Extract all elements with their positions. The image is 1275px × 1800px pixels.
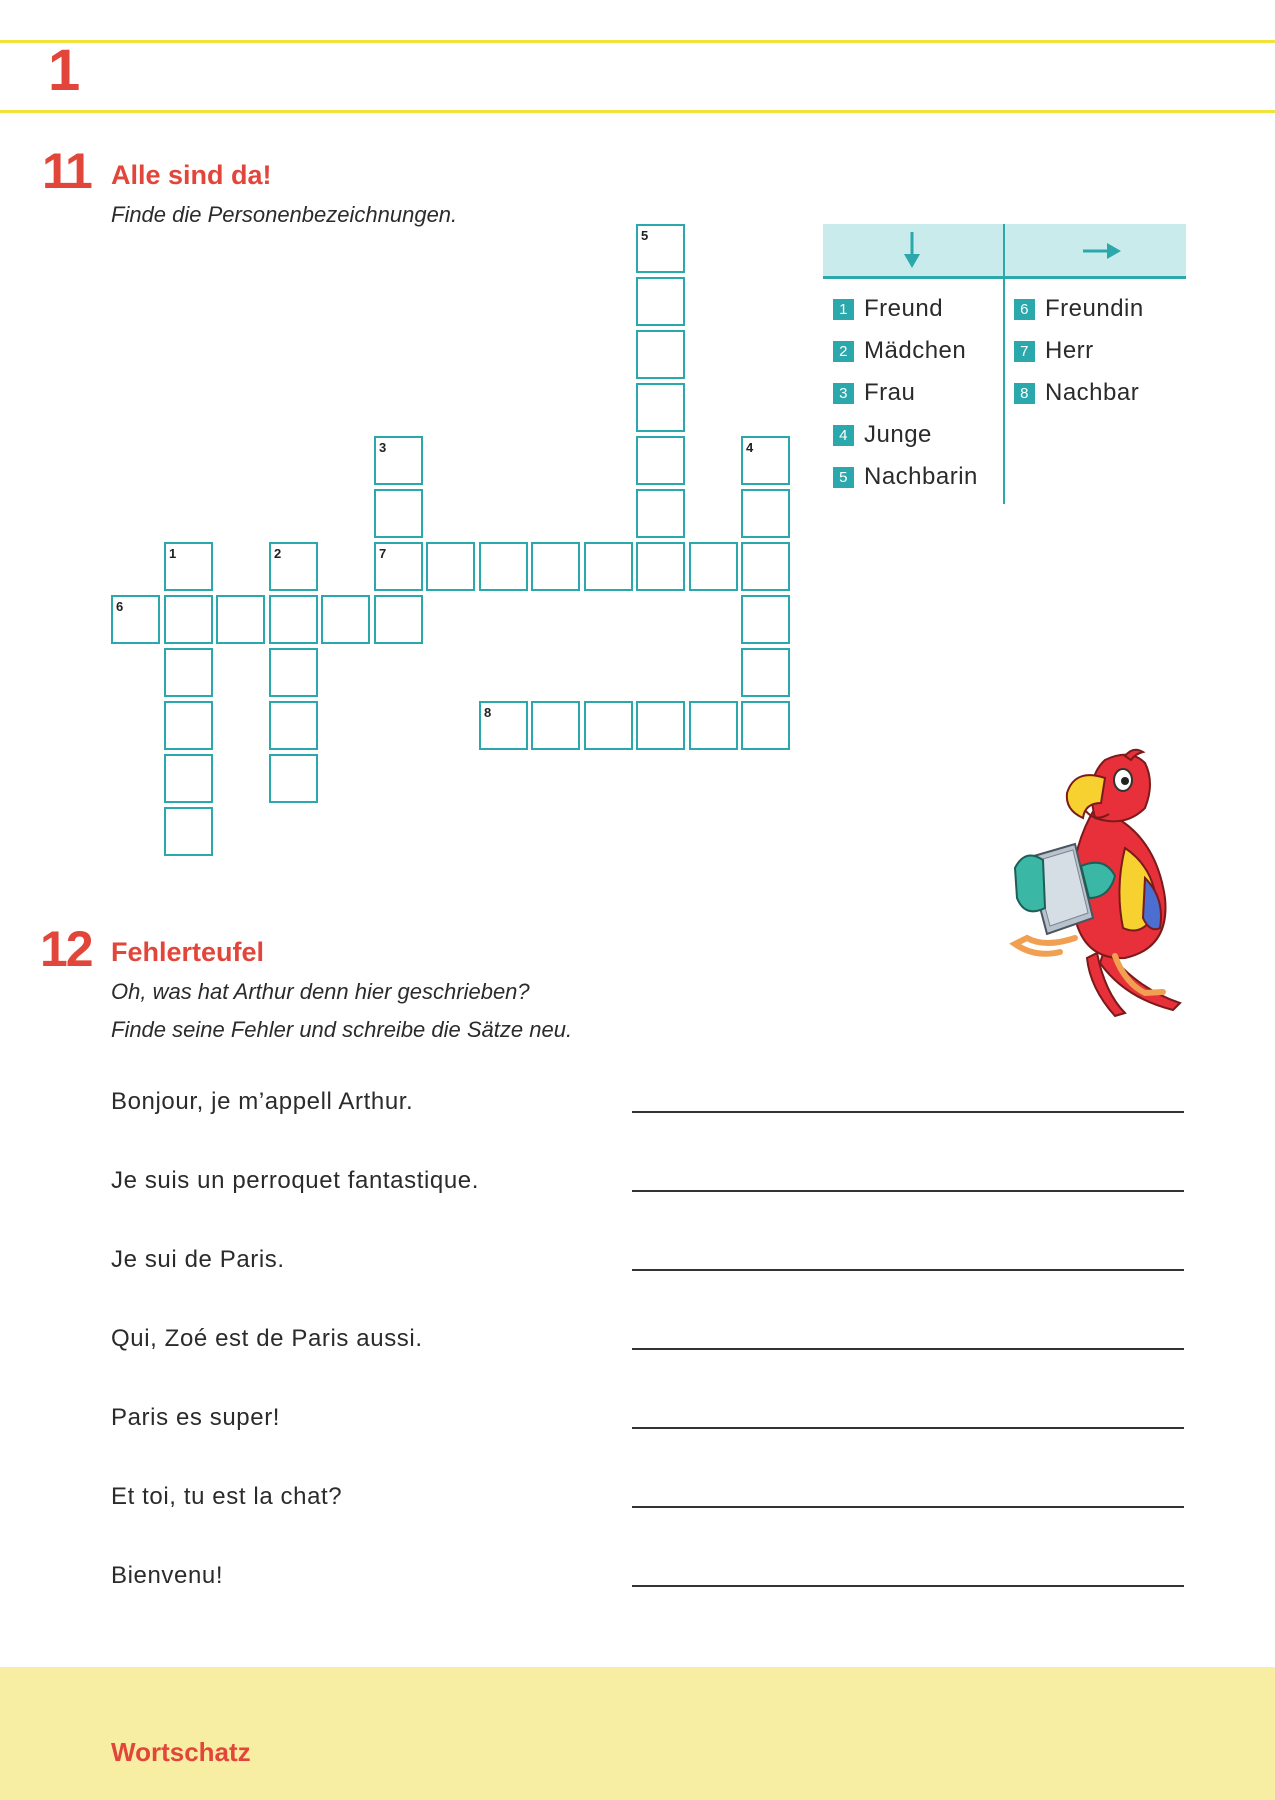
crossword-cell[interactable] xyxy=(164,542,213,591)
clue-down-1 xyxy=(833,294,943,324)
clue-badge: 8 xyxy=(1014,383,1035,404)
crossword-number-5: 5 xyxy=(641,228,649,243)
answer-line-7[interactable] xyxy=(632,1585,1184,1587)
crossword-cell[interactable] xyxy=(636,383,685,432)
answer-line-2[interactable] xyxy=(632,1190,1184,1192)
header-top-line xyxy=(0,40,1275,43)
arrow-right-icon xyxy=(1081,240,1123,262)
exercise-12-title: Fehlerteufel xyxy=(111,937,265,967)
clue-badge: 3 xyxy=(833,383,854,404)
crossword-cell[interactable] xyxy=(321,595,370,644)
crossword-cell[interactable] xyxy=(111,595,160,644)
crossword-cell[interactable] xyxy=(636,330,685,379)
crossword-cell[interactable] xyxy=(741,489,790,538)
crossword-cell[interactable] xyxy=(374,542,423,591)
crossword-number-1: 1 xyxy=(169,546,177,561)
crossword-number-6: 6 xyxy=(116,599,124,614)
clue-badge: 6 xyxy=(1014,299,1035,320)
crossword-number-4: 4 xyxy=(746,440,754,455)
sentence-4: Qui, Zoé est de Paris aussi. xyxy=(111,1325,423,1352)
crossword-cell[interactable] xyxy=(741,542,790,591)
exercise-12-number: 12 xyxy=(40,921,92,977)
crossword-cell[interactable] xyxy=(741,701,790,750)
clue-across-6 xyxy=(1014,294,1144,324)
answer-line-4[interactable] xyxy=(632,1348,1184,1350)
header-bottom-line xyxy=(0,110,1275,113)
exercise-11-instruction: Finde die Personenbezeichnungen. xyxy=(111,202,458,227)
crossword-cell[interactable] xyxy=(269,754,318,803)
crossword-cell[interactable] xyxy=(269,542,318,591)
crossword-cell[interactable] xyxy=(531,701,580,750)
crossword-cell[interactable] xyxy=(636,701,685,750)
crossword-cell[interactable] xyxy=(636,542,685,591)
crossword-cell[interactable] xyxy=(269,648,318,697)
crossword-cell[interactable] xyxy=(164,701,213,750)
exercise-11-number: 11 xyxy=(42,143,91,199)
crossword-number-8: 8 xyxy=(484,705,492,720)
arrow-down-icon xyxy=(901,230,923,270)
clue-badge: 5 xyxy=(833,467,854,488)
exercise-12-instruction-line1: Oh, was hat Arthur denn hier geschrieben? xyxy=(111,979,530,1004)
sentence-1: Bonjour, je m’appell Arthur. xyxy=(111,1088,414,1115)
answer-line-5[interactable] xyxy=(632,1427,1184,1429)
crossword-cell[interactable] xyxy=(636,436,685,485)
clue-word: Freund xyxy=(864,295,944,322)
crossword-cell[interactable] xyxy=(374,436,423,485)
crossword-cell[interactable] xyxy=(636,224,685,273)
crossword-cell[interactable] xyxy=(374,489,423,538)
crossword-cell[interactable] xyxy=(164,754,213,803)
crossword-cell[interactable] xyxy=(741,436,790,485)
crossword-cell[interactable] xyxy=(164,807,213,856)
answer-line-1[interactable] xyxy=(632,1111,1184,1113)
exercise-11-title: Alle sind da! xyxy=(111,160,272,190)
crossword-cell[interactable] xyxy=(584,542,633,591)
crossword-number-2: 2 xyxy=(274,546,282,561)
crossword-cell[interactable] xyxy=(636,277,685,326)
unit-number: 1 xyxy=(48,38,81,103)
crossword-cell[interactable] xyxy=(164,648,213,697)
clue-down-3 xyxy=(833,378,915,408)
sentence-5: Paris es super! xyxy=(111,1404,281,1431)
crossword-cell[interactable] xyxy=(479,701,528,750)
crossword-cell[interactable] xyxy=(689,701,738,750)
clue-across-8 xyxy=(1014,378,1139,408)
clue-down-4 xyxy=(833,420,932,450)
crossword-cell[interactable] xyxy=(479,542,528,591)
clue-word: Nachbarin xyxy=(864,463,978,490)
clue-badge: 7 xyxy=(1014,341,1035,362)
crossword-number-3: 3 xyxy=(379,440,387,455)
footer-band xyxy=(0,1667,1275,1800)
crossword-cell[interactable] xyxy=(689,542,738,591)
clue-word: Frau xyxy=(864,379,916,406)
answer-line-3[interactable] xyxy=(632,1269,1184,1271)
sentence-6: Et toi, tu est la chat? xyxy=(111,1483,343,1510)
clue-down-2 xyxy=(833,336,966,366)
crossword-number-7: 7 xyxy=(379,546,387,561)
sentence-2: Je suis un perroquet fantastique. xyxy=(111,1167,480,1194)
answer-line-6[interactable] xyxy=(632,1506,1184,1508)
crossword-cell[interactable] xyxy=(741,648,790,697)
footer-label: Wortschatz xyxy=(111,1737,251,1767)
crossword-cell[interactable] xyxy=(636,489,685,538)
clue-word: Mädchen xyxy=(864,337,967,364)
clue-word: Nachbar xyxy=(1045,379,1140,406)
clue-word: Junge xyxy=(864,421,932,448)
clue-badge: 4 xyxy=(833,425,854,446)
clue-table-divider xyxy=(1003,224,1005,504)
exercise-12-instruction-line2: Finde seine Fehler und schreibe die Sätze neu. xyxy=(111,1017,573,1042)
crossword-cell[interactable] xyxy=(531,542,580,591)
crossword-cell[interactable] xyxy=(374,595,423,644)
clue-badge: 2 xyxy=(833,341,854,362)
sentence-3: Je sui de Paris. xyxy=(111,1246,285,1273)
crossword-cell[interactable] xyxy=(741,595,790,644)
crossword-cell[interactable] xyxy=(164,595,213,644)
clue-word: Herr xyxy=(1045,337,1094,364)
crossword-cell[interactable] xyxy=(584,701,633,750)
crossword-cell[interactable] xyxy=(269,595,318,644)
parrot-illustration xyxy=(1005,748,1195,1018)
sentence-7: Bienvenu! xyxy=(111,1562,224,1589)
crossword-cell[interactable] xyxy=(269,701,318,750)
clue-down-5 xyxy=(833,462,978,492)
crossword-cell[interactable] xyxy=(216,595,265,644)
clue-across-7 xyxy=(1014,336,1094,366)
crossword-cell[interactable] xyxy=(426,542,475,591)
clue-word: Freundin xyxy=(1045,295,1144,322)
clue-badge: 1 xyxy=(833,299,854,320)
